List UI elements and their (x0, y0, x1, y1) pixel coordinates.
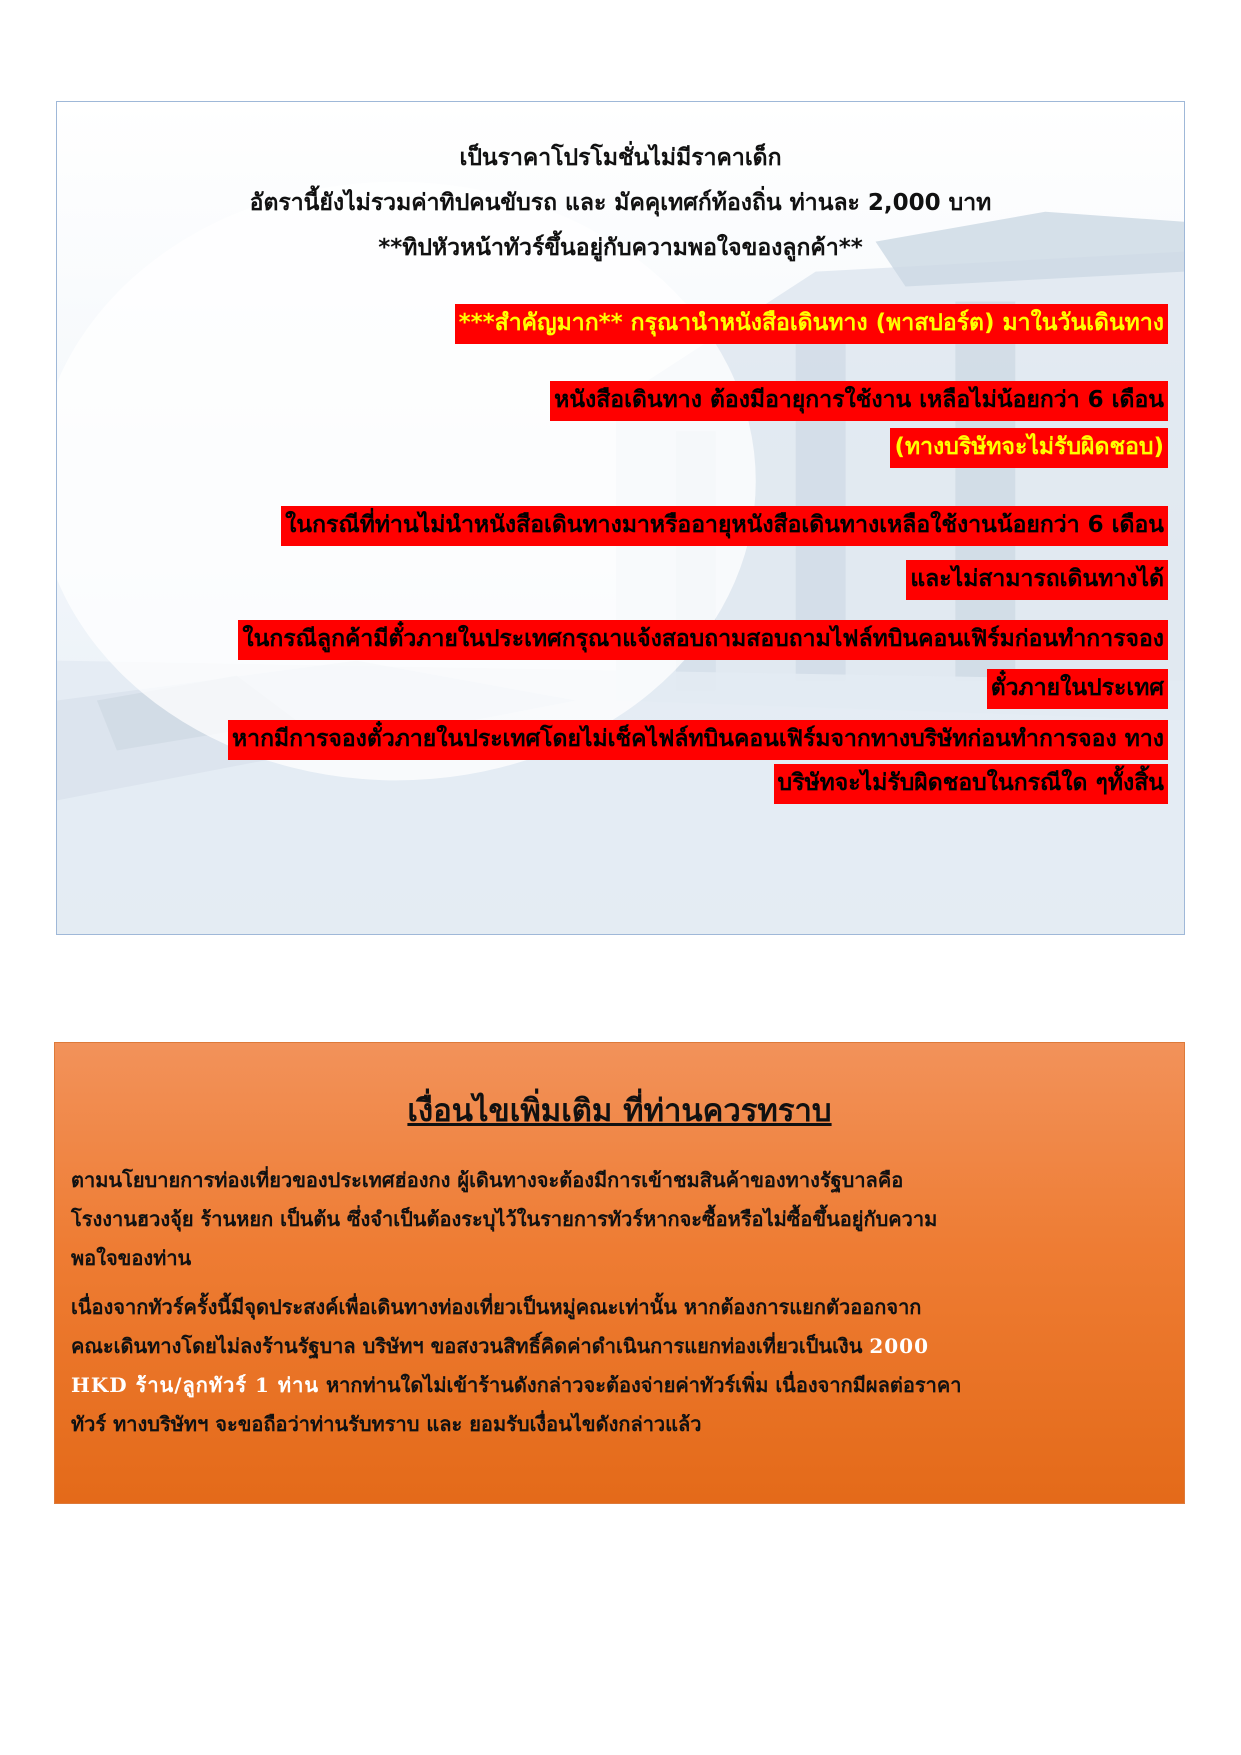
additional-conditions-panel (54, 1042, 1185, 1504)
para2-line4: ทัวร์ ทางบริษัทฯ จะขอถือว่าท่านรับทราบ และ ยอมรับเงื่อนไขดังกล่าวแล้ว (71, 1412, 702, 1436)
notice-panel (56, 101, 1185, 935)
missing-passport-banner: ในกรณีที่ท่านไม่นำหนังสือเดินทางมาหรืออายุหนังสือเดินทางเหลือใช้งานน้อยกว่า 6 เดือน (281, 506, 1168, 546)
fee-amount: 2000 (869, 1334, 930, 1358)
cannot-travel-banner: และไม่สามารถเดินทางได้ (906, 560, 1168, 600)
important-text: กรุณานำหนังสือเดินทาง (พาสปอร์ต) มาในวันเดินทาง (622, 310, 1164, 336)
para1-line3: พอใจของท่าน (71, 1246, 192, 1270)
domestic-ticket-banner-cont: ตั๋วภายในประเทศ (987, 669, 1168, 709)
conditions-title: เงื่อนไขเพิ่มเติม ที่ท่านควรทราบ (407, 1093, 832, 1129)
no-responsibility-banner (890, 428, 1168, 468)
para2-line3 (71, 1366, 1171, 1405)
shopping-policy-paragraph (71, 1161, 1171, 1278)
passport-important-banner (455, 304, 1168, 344)
para2-line3-text: หากท่านใดไม่เข้าร้านดังกล่าวจะต้องจ่ายค่าทัวร์เพิ่ม เนื่องจากมีผลต่อราคา (318, 1373, 962, 1397)
domestic-warning-banner: หากมีการจองตั๋วภายในประเทศโดยไม่เช็คไฟล์ทบินคอนเฟิร์มจากทางบริษัทก่อนทำการจอง ทาง (228, 720, 1168, 760)
promo-no-child-price: เป็นราคาโปรโมชั่นไม่มีราคาเด็ก (459, 145, 782, 171)
para2-line1: เนื่องจากทัวร์ครั้งนี้มีจุดประสงค์เพื่อเดินทางท่องเที่ยวเป็นหมู่คณะเท่านั้น หากต้องการแยกตัวออกจาก (71, 1295, 922, 1319)
fee-unit: HKD ร้าน/ลูกทัวร์ 1 ท่าน (71, 1373, 319, 1397)
para2-line2-text: คณะเดินทางโดยไม่ลงร้านรัฐบาล บริษัทฯ ขอสงวนสิทธิ์คิดค่าดำเนินการแยกท่องเที่ยวเป็นเงิน (71, 1334, 870, 1358)
domestic-ticket-banner: ในกรณีลูกค้ามีตั๋วภายในประเทศกรุณาแจ้งสอบถามสอบถามไฟล์ทบินคอนเฟิร์มก่อนทำการจอง (238, 620, 1168, 660)
no-responsibility-text: (ทางบริษัทจะไม่รับผิดชอบ) (894, 434, 1164, 460)
tour-leader-tip-note: **ทิปหัวหน้าทัวร์ขึ้นอยู่กับความพอใจของลูกค้า** (378, 235, 863, 261)
para2-line2 (71, 1327, 1171, 1366)
tip-exclusion-note: อัตรานี้ยังไม่รวมค่าทิปคนขับรถ และ มัคคุเทศก์ท้องถิ่น ท่านละ 2,000 บาท (249, 190, 992, 216)
para1-line1: ตามนโยบายการท่องเที่ยวของประเทศฮ่องกง ผู้เดินทางจะต้องมีการเข้าชมสินค้าของทางรัฐบาลคือ (71, 1168, 904, 1192)
domestic-warning-banner-cont: บริษัทจะไม่รับผิดชอบในกรณีใด ๆทั้งสิ้น (774, 764, 1168, 804)
para1-line2: โรงงานฮวงจุ้ย ร้านหยก เป็นต้น ซึ่งจำเป็นต้องระบุไว้ในรายการทัวร์หากจะซื้อหรือไม่ซื้อขึ้นอยู่กับความ (71, 1207, 938, 1231)
passport-validity-banner: หนังสือเดินทาง ต้องมีอายุการใช้งาน เหลือไม่น้อยกว่า 6 เดือน (550, 381, 1168, 421)
separation-fee-paragraph (71, 1288, 1171, 1444)
important-prefix: ***สำคัญมาก** (458, 310, 623, 336)
